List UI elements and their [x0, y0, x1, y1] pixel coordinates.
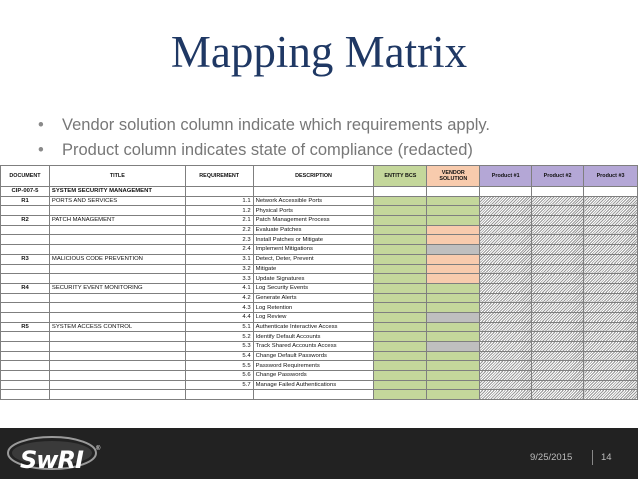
cell-entity-bcs: [374, 196, 427, 206]
cell-product-1-redacted: [480, 293, 532, 303]
cell-description: [253, 390, 374, 400]
cell-description: Patch Management Process: [253, 216, 374, 226]
matrix-row: [1, 342, 638, 352]
matrix-row: [1, 196, 638, 206]
cell-product-1-redacted: [480, 312, 532, 322]
cell-description: Mitigate: [253, 264, 374, 274]
cell-product-2-redacted: [532, 235, 584, 245]
cell-document: [1, 225, 50, 235]
cell-document: R2: [1, 216, 50, 226]
matrix-row: [1, 380, 638, 390]
cell-product-1-redacted: [480, 196, 532, 206]
cell-product-3-redacted: [584, 390, 638, 400]
cell-vendor-solution: [427, 303, 480, 313]
bullet-dot-icon: •: [38, 141, 44, 159]
cell-vendor-solution: [427, 351, 480, 361]
cell-product-1-redacted: [480, 371, 532, 381]
cell-document: [1, 390, 50, 400]
logo-registered-mark: ®: [96, 446, 101, 452]
slide-title: Mapping Matrix: [170, 27, 468, 77]
cell-requirement: 3.1: [185, 254, 253, 264]
cell-title: SECURITY EVENT MONITORING: [49, 283, 185, 293]
logo-text: SwRI: [20, 446, 83, 474]
cell-document: [1, 206, 50, 216]
cell-product-2-redacted: [532, 187, 584, 197]
footer-divider: [592, 450, 593, 465]
cell-document: [1, 361, 50, 371]
matrix-row: [1, 293, 638, 303]
cell-product-2-redacted: [532, 361, 584, 371]
cell-document: [1, 380, 50, 390]
cell-vendor-solution: [427, 380, 480, 390]
cell-product-3-redacted: [584, 361, 638, 371]
cell-product-2-redacted: [532, 206, 584, 216]
cell-product-3-redacted: [584, 283, 638, 293]
cell-product-1-redacted: [480, 342, 532, 352]
cell-entity-bcs: [374, 245, 427, 255]
cell-product-1-redacted: [480, 254, 532, 264]
cell-product-3-redacted: [584, 303, 638, 313]
header-vendor-solution: VENDOR SOLUTION: [427, 166, 480, 187]
cell-entity-bcs: [374, 361, 427, 371]
matrix-row: [1, 371, 638, 381]
cell-document: R3: [1, 254, 50, 264]
cell-title: [49, 264, 185, 274]
cell-title: [49, 342, 185, 352]
cell-product-2-redacted: [532, 293, 584, 303]
cell-vendor-solution: [427, 187, 480, 197]
cell-product-3-redacted: [584, 245, 638, 255]
cell-title: [49, 245, 185, 255]
cell-product-1-redacted: [480, 245, 532, 255]
matrix-row: [1, 390, 638, 400]
cell-document: R5: [1, 322, 50, 332]
matrix-row: [1, 206, 638, 216]
cell-requirement: [185, 187, 253, 197]
cell-product-3-redacted: [584, 293, 638, 303]
cell-product-1-redacted: [480, 361, 532, 371]
cell-description: Implement Mitigations: [253, 245, 374, 255]
cell-entity-bcs: [374, 187, 427, 197]
cell-product-2-redacted: [532, 303, 584, 313]
cell-document: [1, 245, 50, 255]
cell-title: MALICIOUS CODE PREVENTION: [49, 254, 185, 264]
cell-document: [1, 312, 50, 322]
cell-document: [1, 351, 50, 361]
header-title: TITLE: [49, 166, 185, 187]
cell-title: SYSTEM ACCESS CONTROL: [49, 322, 185, 332]
bullet-text: Vendor solution column indicate which requirements apply.: [62, 116, 491, 134]
cell-entity-bcs: [374, 322, 427, 332]
cell-title: [49, 361, 185, 371]
cell-product-2-redacted: [532, 332, 584, 342]
cell-description: Change Default Passwords: [253, 351, 374, 361]
matrix-row: [1, 274, 638, 284]
cell-product-1-redacted: [480, 351, 532, 361]
cell-product-1-redacted: [480, 332, 532, 342]
cell-product-2-redacted: [532, 274, 584, 284]
cell-vendor-solution: [427, 216, 480, 226]
slide-date: 9/25/2015: [530, 452, 573, 463]
cell-entity-bcs: [374, 303, 427, 313]
cell-document: [1, 332, 50, 342]
cell-vendor-solution: [427, 274, 480, 284]
cell-document: CIP-007-5: [1, 187, 50, 197]
matrix-row: [1, 332, 638, 342]
cell-vendor-solution: [427, 322, 480, 332]
cell-requirement: 5.2: [185, 332, 253, 342]
matrix-row: [1, 361, 638, 371]
cell-vendor-solution: [427, 332, 480, 342]
cell-title: [49, 351, 185, 361]
cell-product-3-redacted: [584, 196, 638, 206]
cell-product-3-redacted: [584, 342, 638, 352]
cell-vendor-solution: [427, 371, 480, 381]
cell-product-1-redacted: [480, 187, 532, 197]
cell-vendor-solution: [427, 293, 480, 303]
cell-title: [49, 332, 185, 342]
cell-description: Physical Ports: [253, 206, 374, 216]
cell-requirement: [185, 390, 253, 400]
matrix-row: [1, 303, 638, 313]
cell-entity-bcs: [374, 351, 427, 361]
cell-vendor-solution: [427, 225, 480, 235]
cell-title: [49, 371, 185, 381]
matrix-row: [1, 245, 638, 255]
cell-vendor-solution: [427, 245, 480, 255]
cell-product-2-redacted: [532, 225, 584, 235]
cell-requirement: 5.4: [185, 351, 253, 361]
cell-requirement: 2.2: [185, 225, 253, 235]
cell-product-2-redacted: [532, 371, 584, 381]
cell-document: [1, 235, 50, 245]
header-description: DESCRIPTION: [253, 166, 374, 187]
cell-product-1-redacted: [480, 283, 532, 293]
cell-product-2-redacted: [532, 342, 584, 352]
cell-entity-bcs: [374, 283, 427, 293]
cell-entity-bcs: [374, 235, 427, 245]
bullet-item: [38, 138, 490, 163]
cell-product-3-redacted: [584, 322, 638, 332]
matrix-row: [1, 254, 638, 264]
matrix-row: [1, 264, 638, 274]
cell-product-2-redacted: [532, 283, 584, 293]
cell-vendor-solution: [427, 390, 480, 400]
cell-entity-bcs: [374, 264, 427, 274]
matrix-row: [1, 235, 638, 245]
cell-product-3-redacted: [584, 254, 638, 264]
mapping-matrix-table: [0, 165, 638, 400]
cell-product-3-redacted: [584, 264, 638, 274]
cell-requirement: 1.2: [185, 206, 253, 216]
swri-logo: [6, 434, 101, 474]
cell-requirement: 4.2: [185, 293, 253, 303]
cell-requirement: 2.3: [185, 235, 253, 245]
cell-description: Track Shared Accounts Access: [253, 342, 374, 352]
cell-entity-bcs: [374, 380, 427, 390]
cell-description: [253, 187, 374, 197]
cell-product-2-redacted: [532, 380, 584, 390]
cell-title: SYSTEM SECURITY MANAGEMENT: [49, 187, 185, 197]
cell-requirement: 2.4: [185, 245, 253, 255]
bullet-list: [38, 113, 490, 163]
cell-title: PATCH MANAGEMENT: [49, 216, 185, 226]
cell-product-1-redacted: [480, 225, 532, 235]
cell-document: [1, 371, 50, 381]
cell-product-1-redacted: [480, 235, 532, 245]
cell-product-2-redacted: [532, 254, 584, 264]
cell-product-3-redacted: [584, 235, 638, 245]
cell-entity-bcs: [374, 254, 427, 264]
header-product-1: Product #1: [480, 166, 532, 187]
cell-description: Log Review: [253, 312, 374, 322]
cell-product-2-redacted: [532, 216, 584, 226]
cell-requirement: 1.1: [185, 196, 253, 206]
cell-title: [49, 274, 185, 284]
cell-title: [49, 312, 185, 322]
cell-entity-bcs: [374, 312, 427, 322]
matrix-row: [1, 322, 638, 332]
matrix-row: [1, 187, 638, 197]
cell-vendor-solution: [427, 206, 480, 216]
cell-description: Update Signatures: [253, 274, 374, 284]
cell-entity-bcs: [374, 225, 427, 235]
cell-product-2-redacted: [532, 390, 584, 400]
cell-entity-bcs: [374, 274, 427, 284]
matrix-row: [1, 283, 638, 293]
cell-description: Identify Default Accounts: [253, 332, 374, 342]
cell-description: Network Accessible Ports: [253, 196, 374, 206]
cell-requirement: 4.3: [185, 303, 253, 313]
cell-requirement: 5.1: [185, 322, 253, 332]
cell-entity-bcs: [374, 390, 427, 400]
cell-vendor-solution: [427, 264, 480, 274]
cell-product-1-redacted: [480, 264, 532, 274]
cell-product-3-redacted: [584, 216, 638, 226]
cell-product-2-redacted: [532, 245, 584, 255]
cell-description: Detect, Deter, Prevent: [253, 254, 374, 264]
matrix-body: [1, 187, 638, 400]
matrix-row: [1, 351, 638, 361]
cell-requirement: 5.7: [185, 380, 253, 390]
header-requirement: REQUIREMENT: [185, 166, 253, 187]
cell-vendor-solution: [427, 196, 480, 206]
cell-entity-bcs: [374, 206, 427, 216]
cell-product-1-redacted: [480, 274, 532, 284]
cell-document: R4: [1, 283, 50, 293]
cell-product-3-redacted: [584, 332, 638, 342]
cell-description: Log Security Events: [253, 283, 374, 293]
cell-document: [1, 264, 50, 274]
cell-description: Evaluate Patches: [253, 225, 374, 235]
cell-requirement: 2.1: [185, 216, 253, 226]
cell-requirement: 5.6: [185, 371, 253, 381]
cell-document: [1, 342, 50, 352]
cell-title: PORTS AND SERVICES: [49, 196, 185, 206]
matrix-row: [1, 225, 638, 235]
cell-product-1-redacted: [480, 206, 532, 216]
cell-entity-bcs: [374, 216, 427, 226]
cell-product-3-redacted: [584, 187, 638, 197]
cell-requirement: 5.5: [185, 361, 253, 371]
cell-description: Install Patches or Mitigate: [253, 235, 374, 245]
header-document: DOCUMENT: [1, 166, 50, 187]
header-product-2: Product #2: [532, 166, 584, 187]
cell-product-1-redacted: [480, 380, 532, 390]
cell-document: R1: [1, 196, 50, 206]
cell-vendor-solution: [427, 235, 480, 245]
cell-description: Password Requirements: [253, 361, 374, 371]
cell-product-3-redacted: [584, 371, 638, 381]
bullet-dot-icon: •: [38, 116, 44, 134]
cell-product-2-redacted: [532, 322, 584, 332]
cell-entity-bcs: [374, 293, 427, 303]
cell-product-2-redacted: [532, 196, 584, 206]
cell-description: Change Passwords: [253, 371, 374, 381]
cell-vendor-solution: [427, 283, 480, 293]
cell-entity-bcs: [374, 342, 427, 352]
cell-product-1-redacted: [480, 322, 532, 332]
page-number: 14: [601, 452, 612, 463]
cell-description: Generate Alerts: [253, 293, 374, 303]
cell-product-3-redacted: [584, 351, 638, 361]
header-product-3: Product #3: [584, 166, 638, 187]
cell-title: [49, 293, 185, 303]
cell-product-2-redacted: [532, 312, 584, 322]
cell-requirement: 4.1: [185, 283, 253, 293]
cell-title: [49, 303, 185, 313]
cell-product-3-redacted: [584, 274, 638, 284]
cell-vendor-solution: [427, 342, 480, 352]
header-entity-bcs: ENTITY BCS: [374, 166, 427, 187]
cell-title: [49, 206, 185, 216]
cell-product-1-redacted: [480, 303, 532, 313]
cell-document: [1, 293, 50, 303]
cell-requirement: 3.3: [185, 274, 253, 284]
cell-vendor-solution: [427, 254, 480, 264]
cell-description: Manage Failed Authentications: [253, 380, 374, 390]
cell-description: Log Retention: [253, 303, 374, 313]
cell-entity-bcs: [374, 332, 427, 342]
cell-title: [49, 390, 185, 400]
cell-product-3-redacted: [584, 206, 638, 216]
cell-document: [1, 274, 50, 284]
cell-vendor-solution: [427, 361, 480, 371]
cell-product-2-redacted: [532, 264, 584, 274]
cell-requirement: 5.3: [185, 342, 253, 352]
cell-product-1-redacted: [480, 390, 532, 400]
cell-title: [49, 380, 185, 390]
cell-product-2-redacted: [532, 351, 584, 361]
cell-title: [49, 225, 185, 235]
cell-entity-bcs: [374, 371, 427, 381]
matrix-header-row: [1, 166, 638, 187]
cell-document: [1, 303, 50, 313]
cell-vendor-solution: [427, 312, 480, 322]
bullet-item: [38, 113, 490, 138]
cell-product-3-redacted: [584, 225, 638, 235]
cell-product-1-redacted: [480, 216, 532, 226]
cell-product-3-redacted: [584, 380, 638, 390]
cell-description: Authenticate Interactive Access: [253, 322, 374, 332]
matrix-row: [1, 312, 638, 322]
cell-requirement: 3.2: [185, 264, 253, 274]
matrix-row: [1, 216, 638, 226]
cell-product-3-redacted: [584, 312, 638, 322]
cell-requirement: 4.4: [185, 312, 253, 322]
bullet-text: Product column indicates state of compliance (redacted): [62, 141, 473, 159]
cell-title: [49, 235, 185, 245]
